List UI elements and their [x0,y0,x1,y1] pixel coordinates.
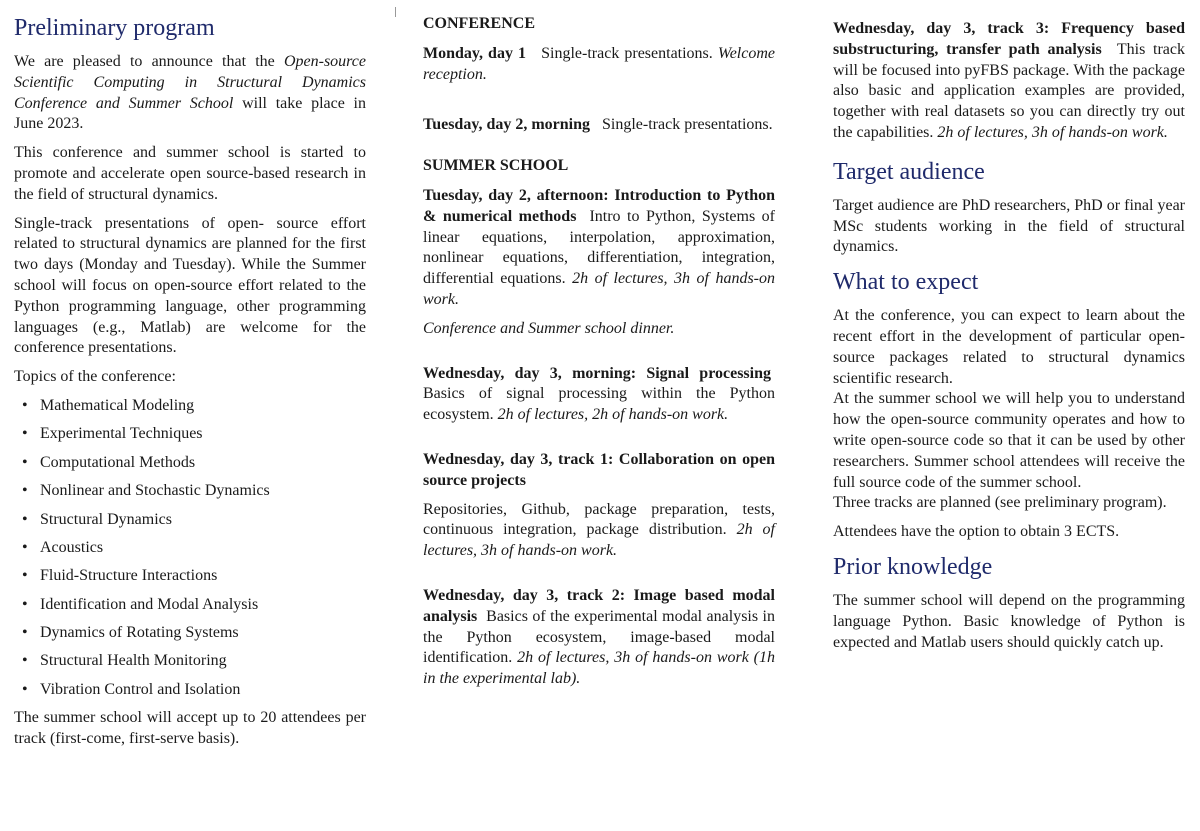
tuesday-afternoon-entry: Tuesday, day 2, afternoon: Introduction to Python & numerical methods Intro to Python, Systems of linear equations, interpolation, approximation, nonlinear equations, differentiation, integration, differential equations. 2h of lectures, 3h of hands-on work. [423,186,775,308]
list-item: • Identification and Modal Analysis [14,595,366,616]
track1-heading: Wednesday, day 3, track 1: Collaboration on open source projects [423,450,775,489]
target-audience-text: Target audience are PhD researchers, PhD or final year MSc students working in the field of structural dynamics. [833,196,1185,256]
dinner-entry: Conference and Summer school dinner. [423,319,675,337]
event-name: Open-source Scientific Computing in Structural Dynamics Conference and Summer School [14,53,366,112]
column-left [14,14,366,758]
list-item: • Acoustics [14,538,366,559]
announcement-paragraph: We are pleased to announce that the Open-source Scientific Computing in Structural Dynamics Conference and Summer School will take place in June 2023. [14,53,367,133]
expect-tracks-text: Three tracks are planned (see preliminary program). [833,494,1167,512]
target-audience-title: Target audience [833,158,985,185]
column-right [833,19,1185,661]
list-item: • Fluid-Structure Interactions [14,566,366,587]
list-item: • Vibration Control and Isolation [14,680,366,701]
expect-summer-school-text: At the summer school we will help you to understand how the open-source community operates and how to write open-source code so that it can be used by other researchers. Summer school attendees will receive the full source code of the summer school. [833,390,1185,491]
track1-entry: Repositories, Github, package preparation, tests, continuous integration, package distribution. 2h of lectures, 3h of hands-on work. [423,500,776,560]
monday-entry: Monday, day 1 Single-track presentations. Welcome reception. [423,44,776,83]
tuesday-morning-entry: Tuesday, day 2, morning Single-track presentations. [423,116,773,134]
topics-intro: Topics of the conference: [14,368,176,386]
conference-heading: CONFERENCE [423,15,536,32]
list-item: • Structural Health Monitoring [14,651,366,672]
column-middle [423,14,775,698]
expect-conference-text: At the conference, you can expect to learn about the recent effort in the development of particular open-source packages related to structural dynamics scientific research. [833,307,1185,387]
track3-entry: Wednesday, day 3, track 3: Frequency based substructuring, transfer path analysis This track will be focused into pyFBS package. With the package also basic and application examples are provided, together with real datasets so you can directly try out the capabilities. 2h of lectures, 3h of hands-on work. [833,20,1186,141]
summer-school-heading: SUMMER SCHOOL [423,157,569,175]
wednesday-morning-entry: Wednesday, day 3, morning: Signal processing Basics of signal processing within the Python ecosystem. 2h of lectures, 2h of hands-on work. [423,364,775,424]
preliminary-program-title: Preliminary program [14,15,215,41]
list-item: • Experimental Techniques [14,424,366,445]
list-item: • Nonlinear and Stochastic Dynamics [14,481,366,502]
tracks-paragraph: Single-track presentations of open- source effort related to structural dynamics are planned for the first two days (Monday and Tuesday). While the Summer school will focus on open-source effort related to the Python programming language, other programming languages (e.g., Matlab) are welcome for the conference presentations. [14,214,366,357]
list-item: • Mathematical Modeling [14,396,366,417]
list-item: • Structural Dynamics [14,510,366,531]
prior-knowledge-text: The summer school will depend on the programming language Python. Basic knowledge of Python is expected and Matlab users should quickly catch up. [833,591,1185,651]
list-item: • Computational Methods [14,453,366,474]
attendees-paragraph: The summer school will accept up to 20 attendees per track (first-come, first-serve basis). [14,709,366,748]
prior-knowledge-title: Prior knowledge [833,553,993,580]
purpose-paragraph: This conference and summer school is started to promote and accelerate open source-based research in the field of structural dynamics. [14,144,366,203]
what-to-expect-title: What to expect [833,269,979,296]
topics-list [14,396,366,701]
list-item: • Dynamics of Rotating Systems [14,623,366,644]
expect-ects-text: Attendees have the option to obtain 3 ECTS. [833,523,1120,541]
track2-entry: Wednesday, day 3, track 2: Image based modal analysis Basics of the experimental modal analysis in the Python ecosystem, image-based modal identification. 2h of lectures, 3h of hands-on work (1h in the experimental lab). [423,586,776,688]
page-divider-mark [395,7,396,17]
